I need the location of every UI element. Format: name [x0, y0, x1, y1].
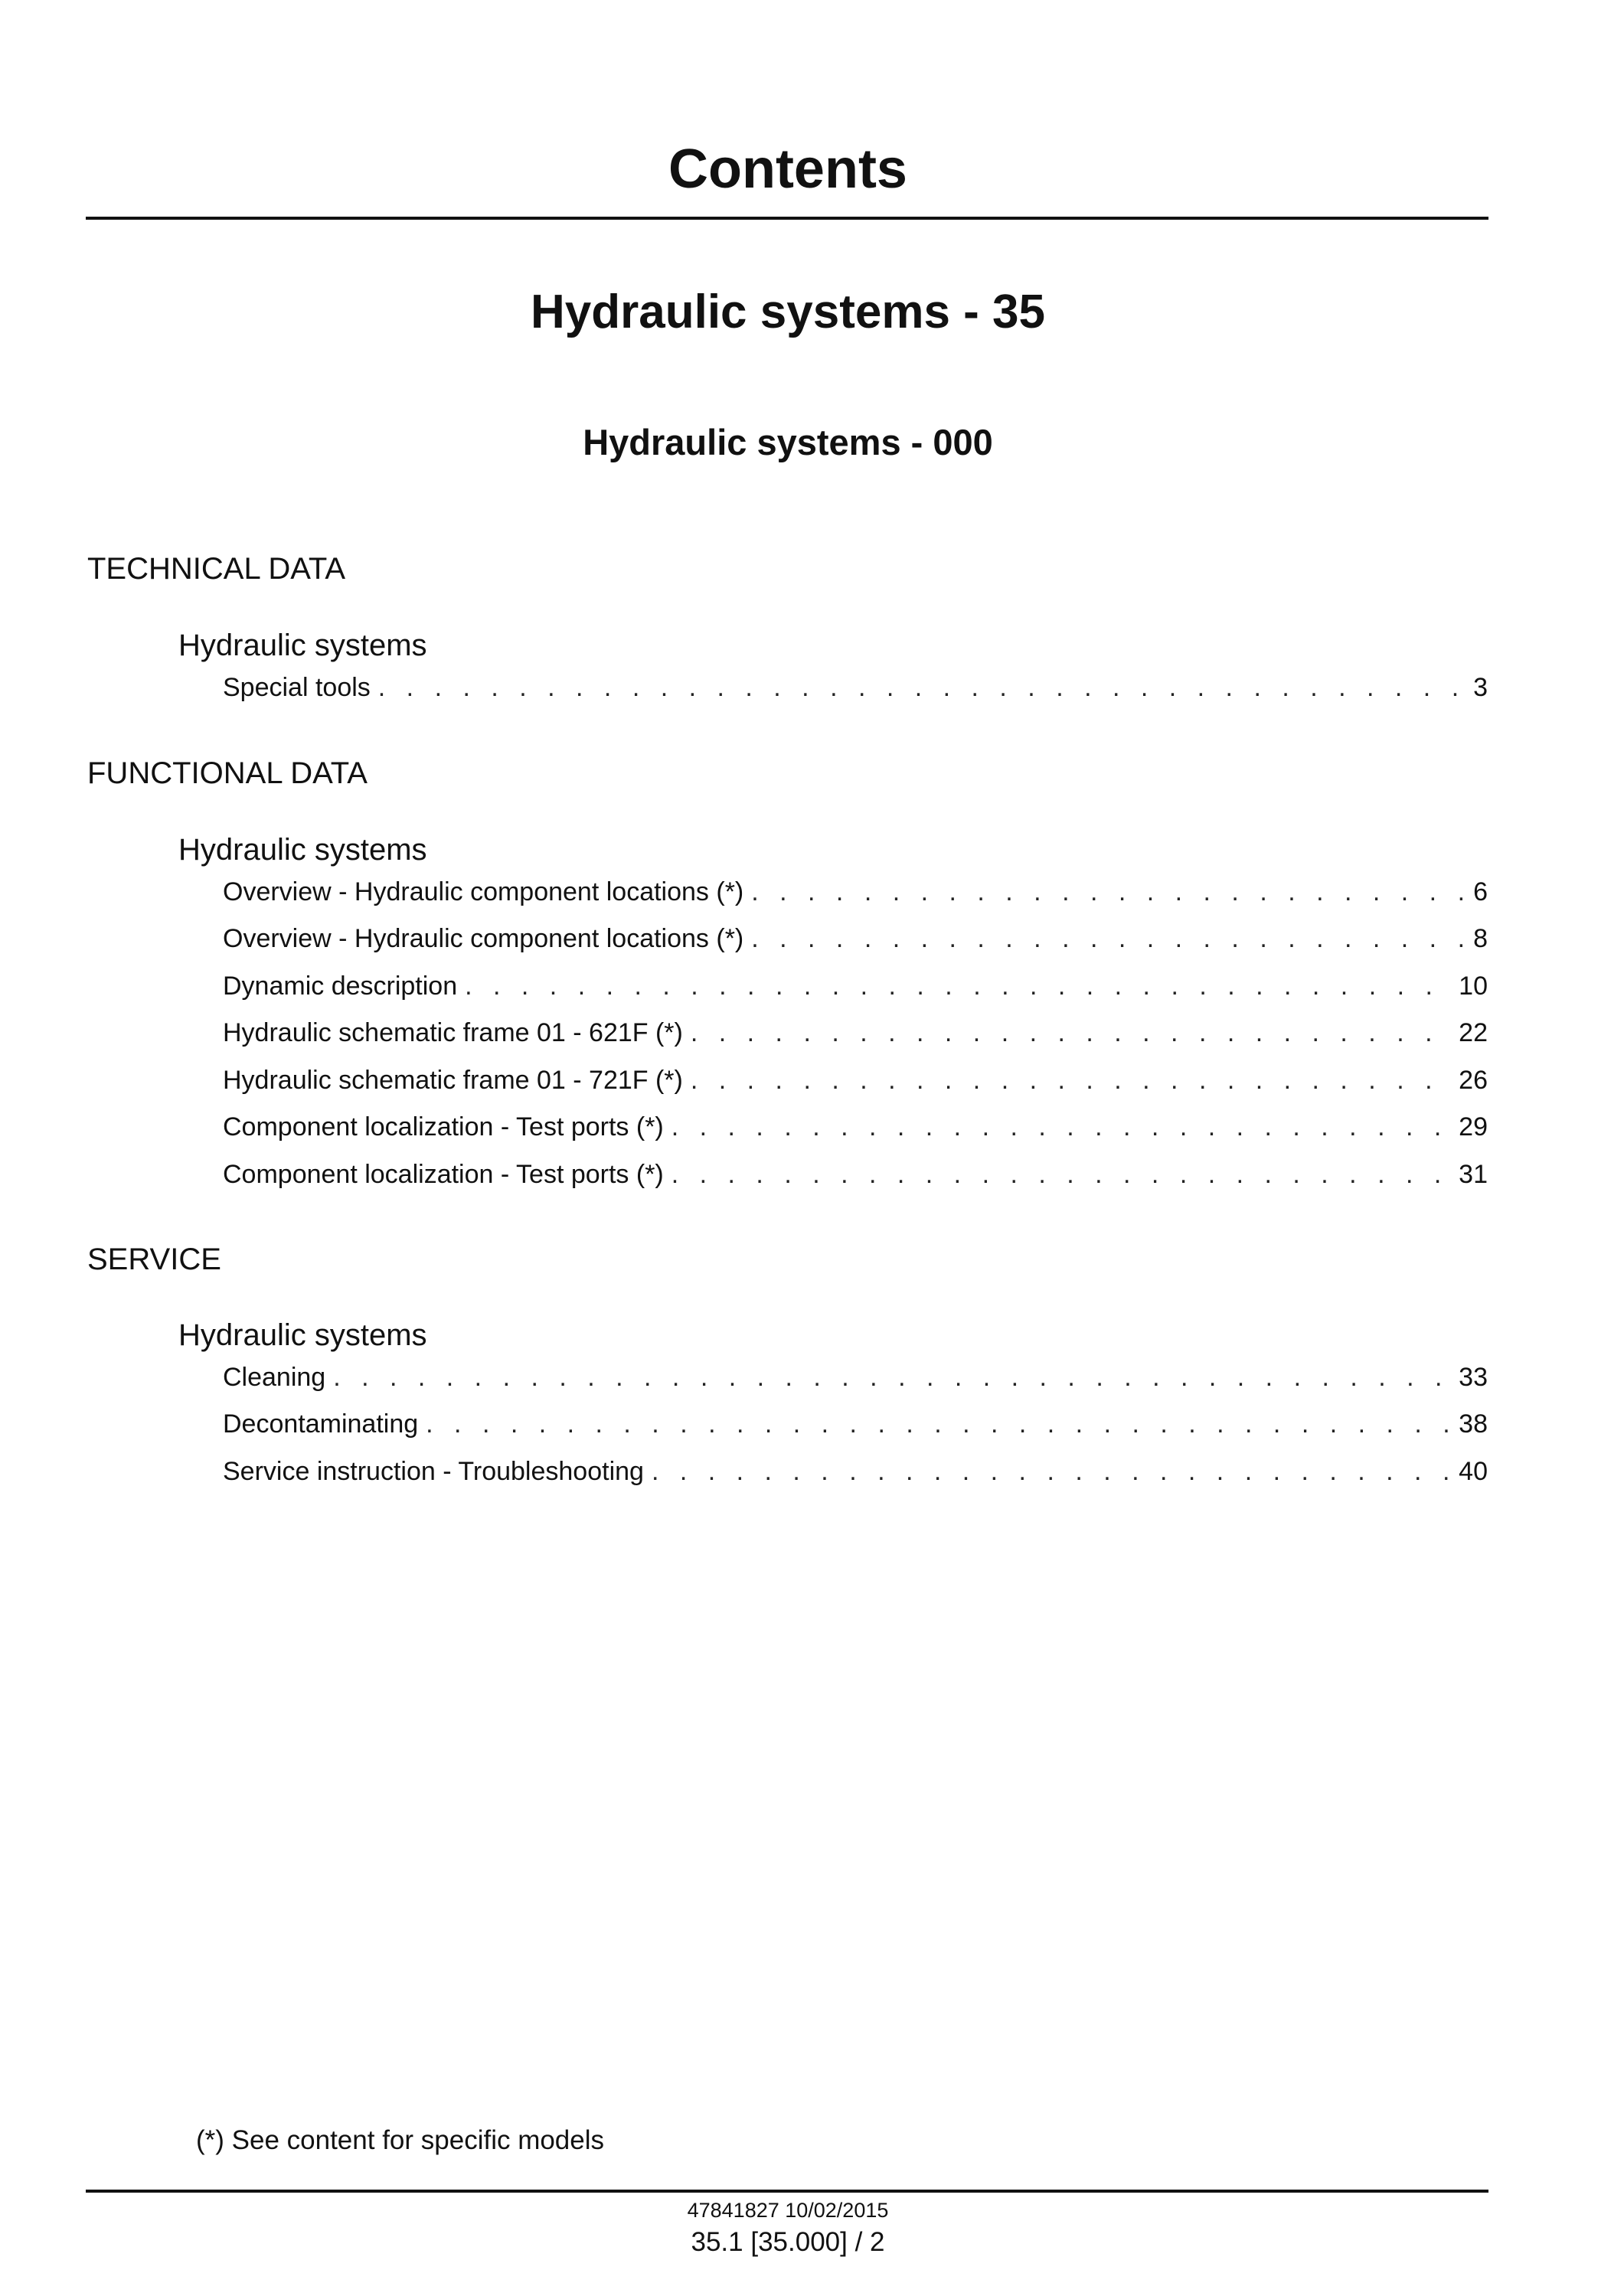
toc-entry-page: 8 [1473, 924, 1488, 953]
dot-leader [691, 1016, 1451, 1050]
section-title: Hydraulic systems - 000 [583, 422, 993, 462]
subgroup-heading-hydraulic-systems: Hydraulic systems [178, 1318, 427, 1352]
dot-leader [751, 922, 1466, 955]
toc-entry-title: Special tools [223, 673, 371, 702]
toc-entry[interactable] [223, 1063, 1488, 1097]
document-id: 47841827 10/02/2015 [687, 2199, 889, 2222]
toc-entry[interactable] [223, 1360, 1488, 1394]
toc-entry-page: 10 [1459, 972, 1488, 1001]
toc-entry-title: Decontaminating [223, 1409, 419, 1439]
toc-entry-page: 38 [1459, 1409, 1488, 1439]
toc-entry[interactable] [223, 671, 1488, 704]
dot-leader [378, 671, 1466, 704]
toc-entry-page: 26 [1459, 1066, 1488, 1095]
dot-leader [426, 1407, 1451, 1441]
toc-entry-page: 33 [1459, 1363, 1488, 1392]
group-heading-functional-data: FUNCTIONAL DATA [87, 756, 368, 790]
dot-leader [691, 1063, 1451, 1097]
toc-entry[interactable] [223, 922, 1488, 955]
toc-entry-page: 6 [1473, 877, 1488, 906]
toc-entry-page: 31 [1459, 1160, 1488, 1189]
dot-leader [671, 1110, 1451, 1144]
toc-entry-title: Cleaning [223, 1363, 326, 1392]
toc-entry-page: 22 [1459, 1018, 1488, 1047]
toc-entry-page: 3 [1473, 673, 1488, 702]
dot-leader [671, 1158, 1451, 1191]
page-reference: 35.1 [35.000] / 2 [691, 2227, 885, 2257]
chapter-title: Hydraulic systems - 35 [530, 286, 1045, 338]
toc-entry[interactable] [223, 969, 1488, 1003]
dot-leader [652, 1455, 1451, 1488]
group-heading-technical-data: TECHNICAL DATA [87, 552, 346, 586]
page-title: Contents [668, 139, 907, 200]
toc-entry-title: Service instruction - Troubleshooting [223, 1457, 644, 1486]
toc-entry-title: Hydraulic schematic frame 01 - 721F (*) [223, 1066, 683, 1095]
toc-entry-title: Component localization - Test ports (*) [223, 1112, 664, 1141]
toc-entry-page: 29 [1459, 1112, 1488, 1141]
subgroup-heading-hydraulic-systems: Hydraulic systems [178, 629, 427, 662]
dot-leader [751, 875, 1466, 909]
group-heading-service: SERVICE [87, 1243, 221, 1276]
toc-entry-title: Overview - Hydraulic component locations (*) [223, 924, 744, 953]
dot-leader [465, 969, 1451, 1003]
toc-entry[interactable] [223, 1407, 1488, 1441]
toc-entry[interactable] [223, 1455, 1488, 1488]
toc-entry-title: Hydraulic schematic frame 01 - 621F (*) [223, 1018, 683, 1047]
footer-divider [86, 2190, 1488, 2193]
footnote: (*) See content for specific models [196, 2125, 605, 2155]
toc-entry[interactable] [223, 875, 1488, 909]
toc-entry[interactable] [223, 1158, 1488, 1191]
toc-entry-title: Overview - Hydraulic component locations (*) [223, 877, 744, 906]
toc-entry-title: Component localization - Test ports (*) [223, 1160, 664, 1189]
toc-entry[interactable] [223, 1110, 1488, 1144]
header-divider [86, 217, 1488, 220]
toc-entry[interactable] [223, 1016, 1488, 1050]
toc-entry-page: 40 [1459, 1457, 1488, 1486]
subgroup-heading-hydraulic-systems: Hydraulic systems [178, 833, 427, 867]
toc-entry-title: Dynamic description [223, 972, 458, 1001]
dot-leader [333, 1360, 1451, 1394]
